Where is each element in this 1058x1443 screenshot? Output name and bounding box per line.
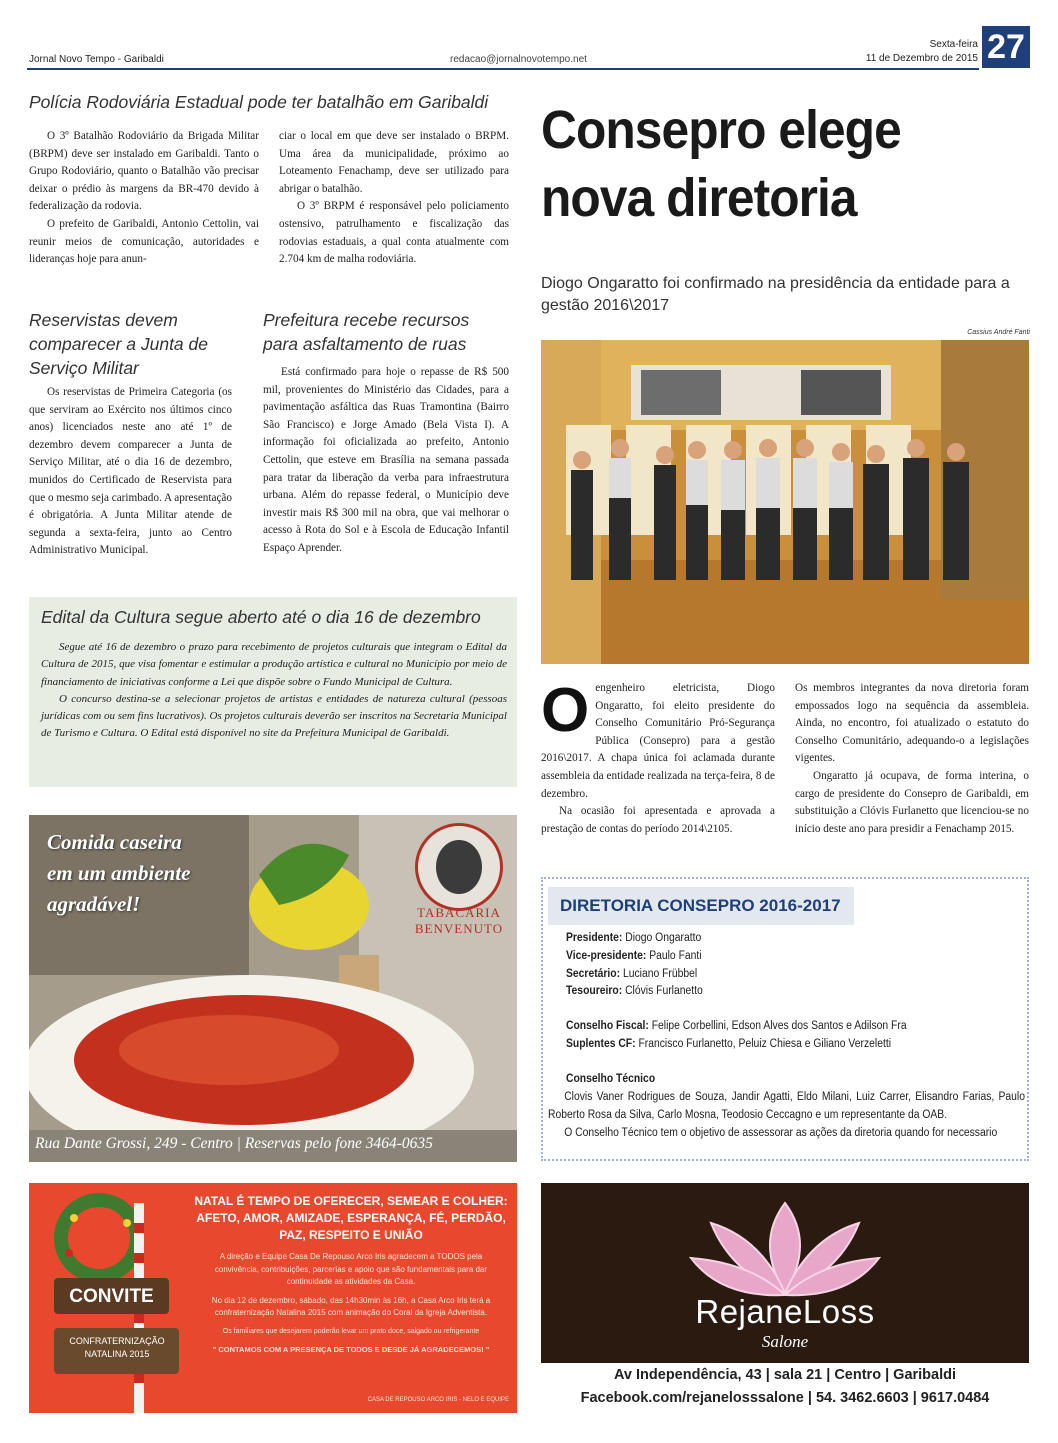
officer-row — [566, 930, 1016, 948]
consepro-group-photo — [541, 340, 1029, 664]
suplentes-row — [566, 1036, 1016, 1054]
officer-name: Paulo Fanti — [649, 949, 702, 962]
headline-line: agradável! — [47, 892, 141, 916]
reservistas-body — [29, 384, 232, 560]
diretoria-officers — [566, 930, 1016, 1001]
headline-line: em um ambiente — [47, 861, 191, 885]
consepro-title: Consepro elege nova diretoria — [541, 100, 901, 228]
sign-line: NATALINA 2015 — [84, 1349, 150, 1359]
suplentes-label: Suplentes CF: — [566, 1037, 636, 1050]
convite-body — [197, 1251, 505, 1357]
paragraph: ciar o local em que deve ser instalado o BRPM. Uma área da municipalidade, próximo ao Loteamento Fenachamp, deve ser utilizado para abrigar o batalhão. — [279, 130, 509, 195]
paragraph: Os membros integrantes da nova diretoria foram empossados logo na sequência da assembleia. Ainda, no encontro, foi atualizado o estatuto do Conselho Comunitário, adequando-o a legislações vigentes. — [795, 682, 1029, 765]
tecnico-heading: Conselho Técnico — [566, 1073, 656, 1085]
paragraph: Segue até 16 de dezembro o prazo para recebimento de projetos culturais que integram o Edital da Cultura de 2015, que visa fomentar e estimular a produção artística e cultural no Município por meio de financiamento de iniciativas conforme a Lei que dispõe sobre o Fundo Municipal de Cultura. — [41, 641, 507, 688]
header-rule — [27, 68, 979, 70]
policia-col1 — [29, 128, 259, 269]
paragraph: engenheiro eletricista, Diogo Ongaratto, foi eleito presidente do Conselho Comunitário Pró-Segurança Pública (Consepro) para a gestão 2016\2017. A chapa única foi aclamada durante assembleia da entidade realizada na terça-feira, 8 de dezembro. — [541, 682, 775, 800]
consepro-col1 — [541, 676, 775, 838]
suplentes-names: Francisco Furlanetto, Peluiz Chiesa e Giliano Verzeletti — [638, 1037, 892, 1050]
policia-title: Polícia Rodoviária Estadual pode ter batalhão em Garibaldi — [29, 92, 489, 112]
edital-body — [41, 639, 507, 743]
officer-name: Diogo Ongaratto — [625, 932, 702, 944]
officer-row — [566, 983, 1016, 1001]
reservistas-title: Reservistas devem comparecer a Junta de Serviço Militar — [29, 310, 208, 378]
photo-credit: Cassius André Fanti — [967, 329, 1030, 336]
date: 11 de Dezembro de 2015 — [865, 53, 978, 64]
convite-headline: NATAL É TEMPO DE OFERECER, SEMEAR E COLHER: AFETO, AMOR, AMIZADE, ESPERANÇA, FÉ, PERDÃO, PAZ, RESPEITO E UNIÃO — [194, 1194, 508, 1242]
ad-rejane-loss-salone[interactable] — [541, 1183, 1029, 1413]
headline-line: Comida caseira — [47, 830, 182, 854]
publication-name: Jornal Novo Tempo - Garibaldi — [29, 54, 164, 65]
tecnico-members: Clovis Vaner Rodrigues de Souza, Jandir Agatti, Eldo Milani, Luiz Carrer, Elisandro Farias, Paulo Roberto Rosa da Silva, Carlo Mosna, Teodosio Ceccagno e um representante da OAB. — [548, 1091, 1025, 1121]
rejane-brand-sub: Salone — [761, 1332, 809, 1351]
ad-tabacaria-benvenuto[interactable] — [29, 815, 517, 1162]
paragraph: Está confirmado para hoje o repasse de R$ 500 mil, provenientes do Ministério das Cidades, para a pavimentação asfáltica das Ruas Tramontina (Bairro São Francisco) e Jorge Amado (Bela Vista I). A informação foi oficializada ao prefeito, Antonio Cettolin, que esteve em Brasília na semana passada para tratar da liberação da verba para infraestrutura urbana. Além do repasse federal, o Município deve investir mais R$ 300 mil na obra, que vai melhorar o acesso à Rota do Sol e à Escola de Educação Infantil Espaço Aprender. — [263, 366, 509, 554]
benvenuto-brand — [407, 905, 511, 937]
group-photo-illustration — [541, 340, 1029, 664]
fiscal-row — [566, 1018, 1016, 1036]
tecnico-note: O Conselho Técnico tem o objetivo de assessorar as ações da diretoria quando for necessario — [564, 1127, 998, 1139]
paragraph: Ongaratto já ocupava, de forma interina, o cargo de presidente do Consepro de Garibaldi, em substituição a Clóvis Furlanetto que licenciou-se no início deste ano para presidir a Fenachamp 2015. — [795, 769, 1029, 835]
officer-role: Tesoureiro: — [566, 985, 623, 998]
paragraph: O 3º BRPM é responsável pelo policiamento ostensivo, patrulhamento e fiscalização das rodovias estaduais, a qual conta atualmente com 2.704 km de malha rodoviária. — [279, 200, 509, 266]
benvenuto-logo-icon — [415, 823, 503, 911]
ad-casa-arco-iris[interactable] — [29, 1183, 517, 1413]
convite-sign: CONVITE — [69, 1286, 154, 1307]
dropcap: O — [541, 676, 590, 745]
weekday: Sexta-feira — [929, 39, 978, 50]
confraternizacao-sign — [57, 1335, 177, 1361]
officer-role: Secretário: — [566, 967, 621, 980]
officer-name: Clóvis Furlanetto — [625, 985, 703, 998]
edital-title: Edital da Cultura segue aberto até o dia 16 de dezembro — [41, 607, 481, 627]
brand-line: TABACARIA — [417, 905, 501, 920]
paragraph: Os reservistas de Primeira Categoria (os que serviram ao Exército nos últimos cinco anos) licenciados neste ano até 1º de dezembro devem comparecer a Junta de Serviço Militar, até o dia 16 de dezembro, munidos do Certificado de Reservista para que o mesmo seja carimbado. A apresentação é obrigatória. A Junta Militar atende de segunda a sexta-feira, junto ao Centro Administrativo Municipal. — [29, 386, 232, 557]
paragraph: O concurso destina-se a selecionar projetos de artistas e entidades de natureza cultural (pessoas jurídicas com ou sem fins lucrativos). Os projetos culturais deverão ser inscritos na Secretaria Municipal de Turismo e Cultura. O Edital está disponível no site da Prefeitura Municipal de Garibaldi. — [41, 692, 507, 740]
rejane-brand: RejaneLoss — [695, 1293, 875, 1330]
convite-paragraph: A direção e Equipe Casa De Repouso Arco Iris agradecem a TODOS pela convivência, contribuições, parcerias e apoio que são fundamentais para dar continuidade as atividades da Casa. — [214, 1252, 488, 1286]
tecnico-label — [566, 1071, 656, 1089]
officer-role: Presidente: — [566, 932, 623, 944]
diretoria-fiscal — [566, 1018, 1016, 1054]
portrait-icon — [436, 840, 482, 894]
rejane-contacts[interactable]: Facebook.com/rejanelosssalone | 54. 3462.6603 | 9617.0484 — [580, 1390, 990, 1406]
prefeitura-title: Prefeitura recebe recursos para asfaltamento de ruas — [263, 310, 470, 354]
fiscal-label: Conselho Fiscal: — [566, 1020, 649, 1032]
convite-paragraph: " CONTAMOS COM A PRESENÇA DE TODOS E DESDE JÁ AGRADECEMOS! " — [212, 1345, 490, 1354]
paragraph: Na ocasião foi apresentada e aprovada a prestação de contas do período 2014\2105. — [541, 805, 775, 835]
convite-signature: CASA DE REPOUSO ARCO IRIS - NELO E EQUIPE — [367, 1397, 509, 1403]
convite-paragraph: Os familiares que desejarem poderão levar um prato doce, salgado ou refrigerante — [222, 1327, 480, 1335]
prefeitura-body — [263, 364, 509, 558]
rejane-address: Av Independência, 43 | sala 21 | Centro | Garibaldi — [613, 1367, 957, 1383]
page-number: 27 — [982, 26, 1030, 68]
officer-row — [566, 966, 1016, 984]
officer-role: Vice-presidente: — [566, 949, 647, 962]
edital-box — [29, 597, 517, 787]
diretoria-title: DIRETORIA CONSEPRO 2016-2017 — [548, 887, 854, 925]
sign-line: CONFRATERNIZAÇÃO — [69, 1336, 165, 1346]
officer-name: Luciano Frübbel — [622, 967, 698, 980]
officer-row — [566, 948, 1016, 966]
contact-email[interactable]: redacao@jornalnovotempo.net — [450, 54, 587, 65]
convite-paragraph: No dia 12 de dezembro, sábado, das 14h30min às 16h, a Casa Arco Iris terá a confraternização Natalina 2015 com animação do Coral da Igreja Adventista. — [211, 1295, 491, 1317]
food-address: Rua Dante Grossi, 249 - Centro | Reservas pelo fone 3464-0635 — [35, 1135, 433, 1152]
paragraph: O 3º Batalhão Rodoviário da Brigada Militar (BRPM) deve ser instalado em Garibaldi. Tanto o Grupo Rodoviário, quanto o Batalhão vão precisar deixar o prédio às margens da BR-470 devido à federalização da rodovia. — [29, 130, 259, 213]
rejane-contact-band — [541, 1363, 1029, 1413]
issue-date — [830, 38, 978, 66]
consepro-col2 — [795, 680, 1029, 838]
policia-col2 — [279, 128, 509, 269]
brand-line: BENVENUTO — [414, 921, 504, 936]
consepro-subtitle: Diogo Ongaratto foi confirmado na presidência da entidade para a gestão 2016\2017 — [541, 275, 1010, 314]
paragraph: O prefeito de Garibaldi, Antonio Cettolin, vai reunir meios de comunicação, autoridades e lideranças hoje para anun- — [29, 217, 259, 266]
fiscal-names: Felipe Corbellini, Edson Alves dos Santos e Adilson Fra — [651, 1020, 907, 1032]
food-headline — [47, 827, 267, 920]
